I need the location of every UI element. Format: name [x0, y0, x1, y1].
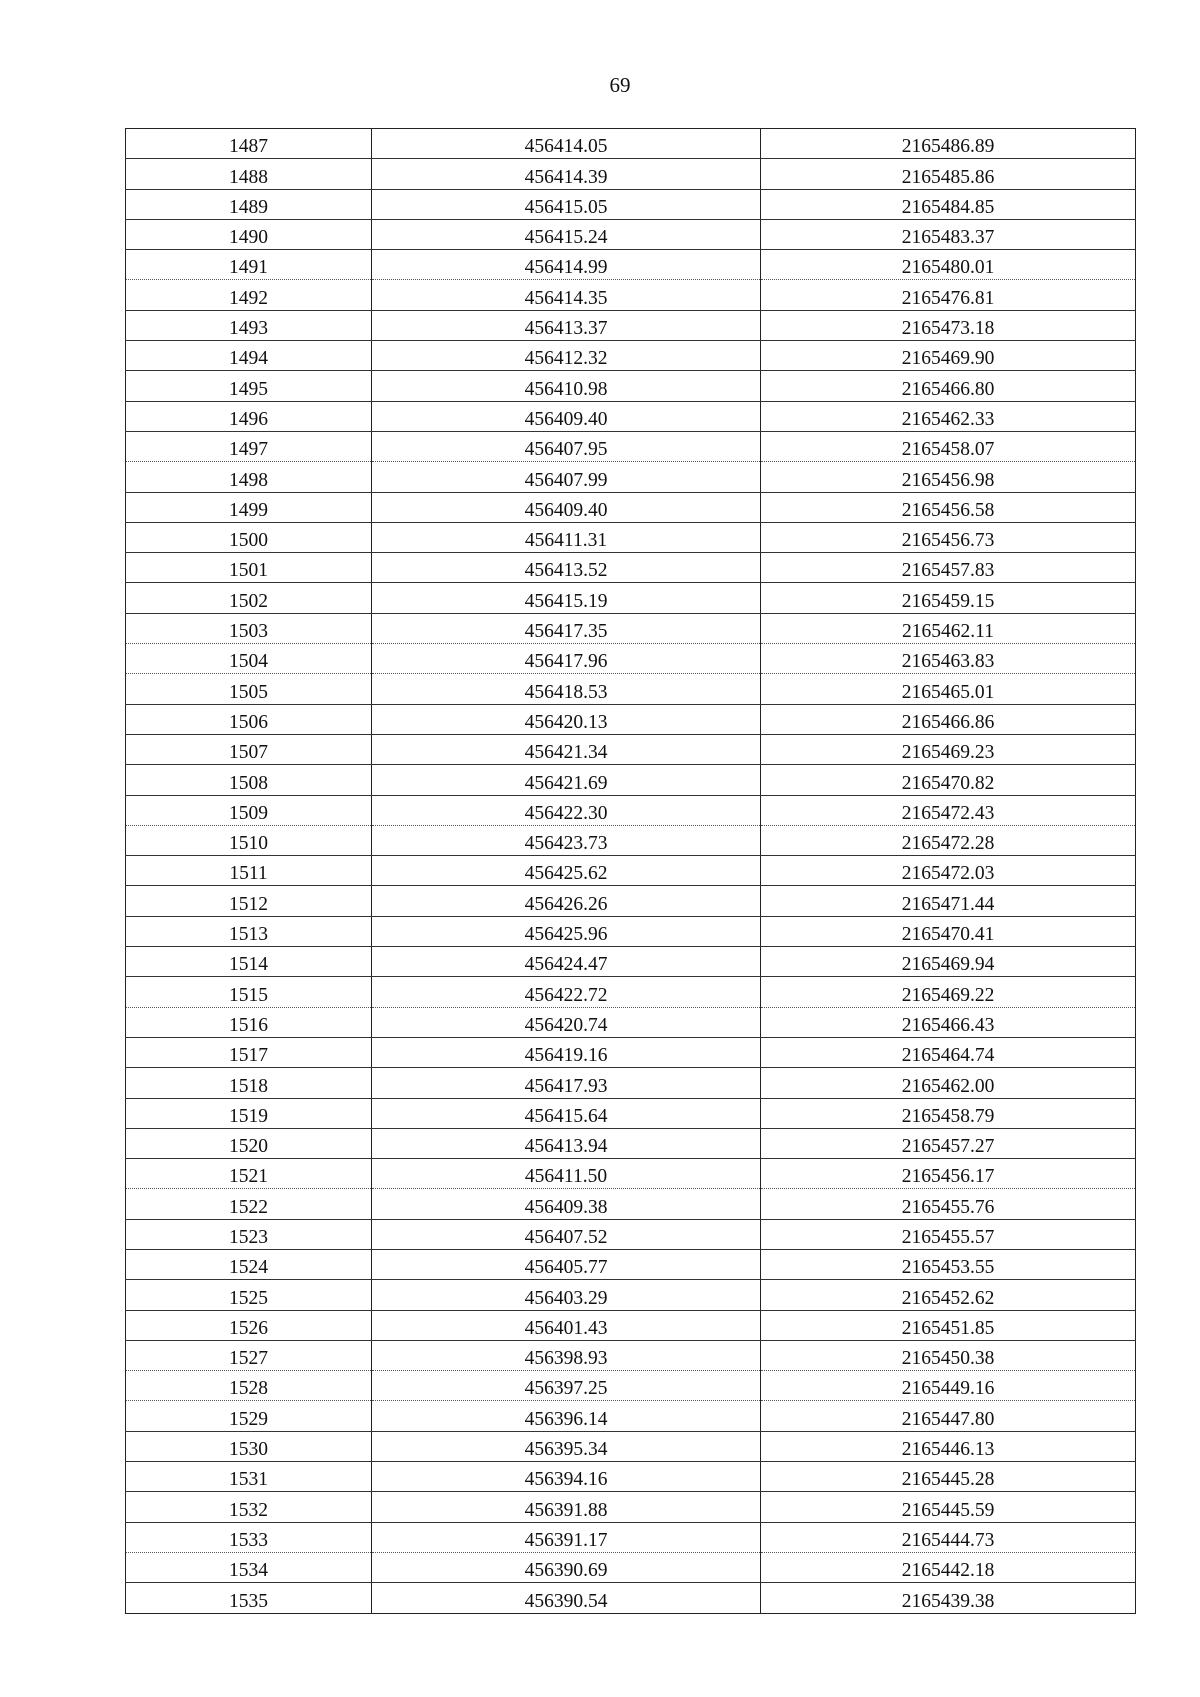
point-number-cell: 1530 [126, 1431, 372, 1461]
y-coordinate-cell: 2165466.86 [761, 704, 1136, 734]
x-coordinate-cell: 456394.16 [372, 1462, 761, 1492]
point-number-cell: 1523 [126, 1219, 372, 1249]
y-coordinate-cell: 2165439.38 [761, 1583, 1136, 1613]
x-coordinate-cell: 456405.77 [372, 1249, 761, 1279]
x-coordinate-cell: 456415.64 [372, 1098, 761, 1128]
table-row [126, 1552, 1136, 1582]
y-coordinate-cell: 2165458.79 [761, 1098, 1136, 1128]
point-number-cell: 1515 [126, 977, 372, 1007]
point-number-cell: 1497 [126, 431, 372, 461]
x-coordinate-cell: 456426.26 [372, 886, 761, 916]
table-row [126, 219, 1136, 249]
x-coordinate-cell: 456409.38 [372, 1189, 761, 1219]
y-coordinate-cell: 2165456.73 [761, 522, 1136, 552]
table-row [126, 1522, 1136, 1552]
point-number-cell: 1507 [126, 734, 372, 764]
y-coordinate-cell: 2165483.37 [761, 219, 1136, 249]
x-coordinate-cell: 456397.25 [372, 1371, 761, 1401]
table-row [126, 1340, 1136, 1370]
y-coordinate-cell: 2165469.90 [761, 341, 1136, 371]
table-row [126, 1280, 1136, 1310]
point-number-cell: 1532 [126, 1492, 372, 1522]
table-row [126, 1583, 1136, 1613]
x-coordinate-cell: 456417.93 [372, 1068, 761, 1098]
x-coordinate-cell: 456417.96 [372, 644, 761, 674]
table-row [126, 492, 1136, 522]
table-row [126, 129, 1136, 159]
y-coordinate-cell: 2165456.98 [761, 462, 1136, 492]
y-coordinate-cell: 2165445.28 [761, 1462, 1136, 1492]
table-row [126, 1098, 1136, 1128]
table-row [126, 310, 1136, 340]
point-number-cell: 1505 [126, 674, 372, 704]
x-coordinate-cell: 456425.62 [372, 856, 761, 886]
x-coordinate-cell: 456395.34 [372, 1431, 761, 1461]
x-coordinate-cell: 456422.30 [372, 795, 761, 825]
table-row [126, 704, 1136, 734]
table-row [126, 189, 1136, 219]
y-coordinate-cell: 2165462.11 [761, 613, 1136, 643]
table-row [126, 1128, 1136, 1158]
y-coordinate-cell: 2165445.59 [761, 1492, 1136, 1522]
y-coordinate-cell: 2165459.15 [761, 583, 1136, 613]
y-coordinate-cell: 2165442.18 [761, 1552, 1136, 1582]
table-row [126, 1037, 1136, 1067]
x-coordinate-cell: 456419.16 [372, 1037, 761, 1067]
point-number-cell: 1509 [126, 795, 372, 825]
x-coordinate-cell: 456401.43 [372, 1310, 761, 1340]
table-row [126, 795, 1136, 825]
x-coordinate-cell: 456420.74 [372, 1007, 761, 1037]
point-number-cell: 1500 [126, 522, 372, 552]
table-row [126, 1371, 1136, 1401]
y-coordinate-cell: 2165486.89 [761, 129, 1136, 159]
y-coordinate-cell: 2165464.74 [761, 1037, 1136, 1067]
y-coordinate-cell: 2165472.03 [761, 856, 1136, 886]
x-coordinate-cell: 456420.13 [372, 704, 761, 734]
table-row [126, 947, 1136, 977]
x-coordinate-cell: 456421.69 [372, 765, 761, 795]
x-coordinate-cell: 456407.52 [372, 1219, 761, 1249]
y-coordinate-cell: 2165462.00 [761, 1068, 1136, 1098]
point-number-cell: 1487 [126, 129, 372, 159]
table-row [126, 1310, 1136, 1340]
point-number-cell: 1499 [126, 492, 372, 522]
point-number-cell: 1510 [126, 825, 372, 855]
x-coordinate-cell: 456412.32 [372, 341, 761, 371]
y-coordinate-cell: 2165450.38 [761, 1340, 1136, 1370]
point-number-cell: 1528 [126, 1371, 372, 1401]
coordinates-table [125, 128, 1136, 1614]
x-coordinate-cell: 456403.29 [372, 1280, 761, 1310]
table-row [126, 734, 1136, 764]
x-coordinate-cell: 456421.34 [372, 734, 761, 764]
y-coordinate-cell: 2165465.01 [761, 674, 1136, 704]
table-row [126, 1401, 1136, 1431]
x-coordinate-cell: 456410.98 [372, 371, 761, 401]
table-row [126, 462, 1136, 492]
y-coordinate-cell: 2165470.41 [761, 916, 1136, 946]
point-number-cell: 1521 [126, 1159, 372, 1189]
x-coordinate-cell: 456396.14 [372, 1401, 761, 1431]
point-number-cell: 1503 [126, 613, 372, 643]
table-row [126, 583, 1136, 613]
y-coordinate-cell: 2165458.07 [761, 431, 1136, 461]
x-coordinate-cell: 456418.53 [372, 674, 761, 704]
y-coordinate-cell: 2165466.43 [761, 1007, 1136, 1037]
y-coordinate-cell: 2165471.44 [761, 886, 1136, 916]
x-coordinate-cell: 456411.31 [372, 522, 761, 552]
y-coordinate-cell: 2165456.17 [761, 1159, 1136, 1189]
table-row [126, 280, 1136, 310]
x-coordinate-cell: 456414.99 [372, 250, 761, 280]
x-coordinate-cell: 456415.05 [372, 189, 761, 219]
y-coordinate-cell: 2165457.83 [761, 553, 1136, 583]
table-row [126, 856, 1136, 886]
point-number-cell: 1518 [126, 1068, 372, 1098]
point-number-cell: 1495 [126, 371, 372, 401]
point-number-cell: 1516 [126, 1007, 372, 1037]
table-row [126, 250, 1136, 280]
x-coordinate-cell: 456422.72 [372, 977, 761, 1007]
table-row [126, 1189, 1136, 1219]
x-coordinate-cell: 456425.96 [372, 916, 761, 946]
table-row [126, 1007, 1136, 1037]
point-number-cell: 1513 [126, 916, 372, 946]
y-coordinate-cell: 2165472.28 [761, 825, 1136, 855]
table-row [126, 1068, 1136, 1098]
table-row [126, 159, 1136, 189]
table-row [126, 401, 1136, 431]
point-number-cell: 1529 [126, 1401, 372, 1431]
y-coordinate-cell: 2165484.85 [761, 189, 1136, 219]
x-coordinate-cell: 456411.50 [372, 1159, 761, 1189]
y-coordinate-cell: 2165456.58 [761, 492, 1136, 522]
point-number-cell: 1492 [126, 280, 372, 310]
y-coordinate-cell: 2165457.27 [761, 1128, 1136, 1158]
point-number-cell: 1508 [126, 765, 372, 795]
table-row [126, 522, 1136, 552]
table-row [126, 1462, 1136, 1492]
y-coordinate-cell: 2165449.16 [761, 1371, 1136, 1401]
point-number-cell: 1511 [126, 856, 372, 886]
table-row [126, 553, 1136, 583]
y-coordinate-cell: 2165446.13 [761, 1431, 1136, 1461]
page-number: 69 [609, 73, 631, 97]
y-coordinate-cell: 2165452.62 [761, 1280, 1136, 1310]
point-number-cell: 1502 [126, 583, 372, 613]
y-coordinate-cell: 2165463.83 [761, 644, 1136, 674]
x-coordinate-cell: 456409.40 [372, 492, 761, 522]
x-coordinate-cell: 456391.17 [372, 1522, 761, 1552]
table-row [126, 341, 1136, 371]
y-coordinate-cell: 2165470.82 [761, 765, 1136, 795]
y-coordinate-cell: 2165476.81 [761, 280, 1136, 310]
table-row [126, 1159, 1136, 1189]
x-coordinate-cell: 456414.35 [372, 280, 761, 310]
y-coordinate-cell: 2165469.94 [761, 947, 1136, 977]
point-number-cell: 1498 [126, 462, 372, 492]
x-coordinate-cell: 456407.95 [372, 431, 761, 461]
x-coordinate-cell: 456390.54 [372, 1583, 761, 1613]
table-row [126, 674, 1136, 704]
x-coordinate-cell: 456390.69 [372, 1552, 761, 1582]
y-coordinate-cell: 2165455.76 [761, 1189, 1136, 1219]
point-number-cell: 1504 [126, 644, 372, 674]
table-row [126, 1492, 1136, 1522]
y-coordinate-cell: 2165485.86 [761, 159, 1136, 189]
table-row [126, 977, 1136, 1007]
x-coordinate-cell: 456398.93 [372, 1340, 761, 1370]
x-coordinate-cell: 456414.39 [372, 159, 761, 189]
point-number-cell: 1534 [126, 1552, 372, 1582]
x-coordinate-cell: 456409.40 [372, 401, 761, 431]
point-number-cell: 1535 [126, 1583, 372, 1613]
coordinates-table-body [126, 129, 1136, 1614]
point-number-cell: 1531 [126, 1462, 372, 1492]
x-coordinate-cell: 456415.19 [372, 583, 761, 613]
point-number-cell: 1527 [126, 1340, 372, 1370]
point-number-cell: 1526 [126, 1310, 372, 1340]
point-number-cell: 1517 [126, 1037, 372, 1067]
table-row [126, 1219, 1136, 1249]
point-number-cell: 1493 [126, 310, 372, 340]
x-coordinate-cell: 456415.24 [372, 219, 761, 249]
point-number-cell: 1490 [126, 219, 372, 249]
table-row [126, 1249, 1136, 1279]
point-number-cell: 1512 [126, 886, 372, 916]
table-row [126, 431, 1136, 461]
x-coordinate-cell: 456423.73 [372, 825, 761, 855]
y-coordinate-cell: 2165453.55 [761, 1249, 1136, 1279]
table-row [126, 1431, 1136, 1461]
x-coordinate-cell: 456413.94 [372, 1128, 761, 1158]
y-coordinate-cell: 2165462.33 [761, 401, 1136, 431]
y-coordinate-cell: 2165447.80 [761, 1401, 1136, 1431]
x-coordinate-cell: 456407.99 [372, 462, 761, 492]
table-row [126, 765, 1136, 795]
point-number-cell: 1491 [126, 250, 372, 280]
point-number-cell: 1501 [126, 553, 372, 583]
table-row [126, 886, 1136, 916]
y-coordinate-cell: 2165469.23 [761, 734, 1136, 764]
point-number-cell: 1522 [126, 1189, 372, 1219]
table-row [126, 371, 1136, 401]
x-coordinate-cell: 456413.37 [372, 310, 761, 340]
x-coordinate-cell: 456417.35 [372, 613, 761, 643]
table-row [126, 916, 1136, 946]
y-coordinate-cell: 2165451.85 [761, 1310, 1136, 1340]
point-number-cell: 1520 [126, 1128, 372, 1158]
x-coordinate-cell: 456413.52 [372, 553, 761, 583]
y-coordinate-cell: 2165469.22 [761, 977, 1136, 1007]
point-number-cell: 1524 [126, 1249, 372, 1279]
point-number-cell: 1494 [126, 341, 372, 371]
point-number-cell: 1514 [126, 947, 372, 977]
y-coordinate-cell: 2165472.43 [761, 795, 1136, 825]
point-number-cell: 1496 [126, 401, 372, 431]
y-coordinate-cell: 2165473.18 [761, 310, 1136, 340]
table-row [126, 613, 1136, 643]
y-coordinate-cell: 2165466.80 [761, 371, 1136, 401]
x-coordinate-cell: 456391.88 [372, 1492, 761, 1522]
y-coordinate-cell: 2165455.57 [761, 1219, 1136, 1249]
table-row [126, 644, 1136, 674]
x-coordinate-cell: 456414.05 [372, 129, 761, 159]
point-number-cell: 1525 [126, 1280, 372, 1310]
point-number-cell: 1533 [126, 1522, 372, 1552]
y-coordinate-cell: 2165480.01 [761, 250, 1136, 280]
y-coordinate-cell: 2165444.73 [761, 1522, 1136, 1552]
x-coordinate-cell: 456424.47 [372, 947, 761, 977]
point-number-cell: 1488 [126, 159, 372, 189]
table-row [126, 825, 1136, 855]
point-number-cell: 1489 [126, 189, 372, 219]
point-number-cell: 1519 [126, 1098, 372, 1128]
point-number-cell: 1506 [126, 704, 372, 734]
